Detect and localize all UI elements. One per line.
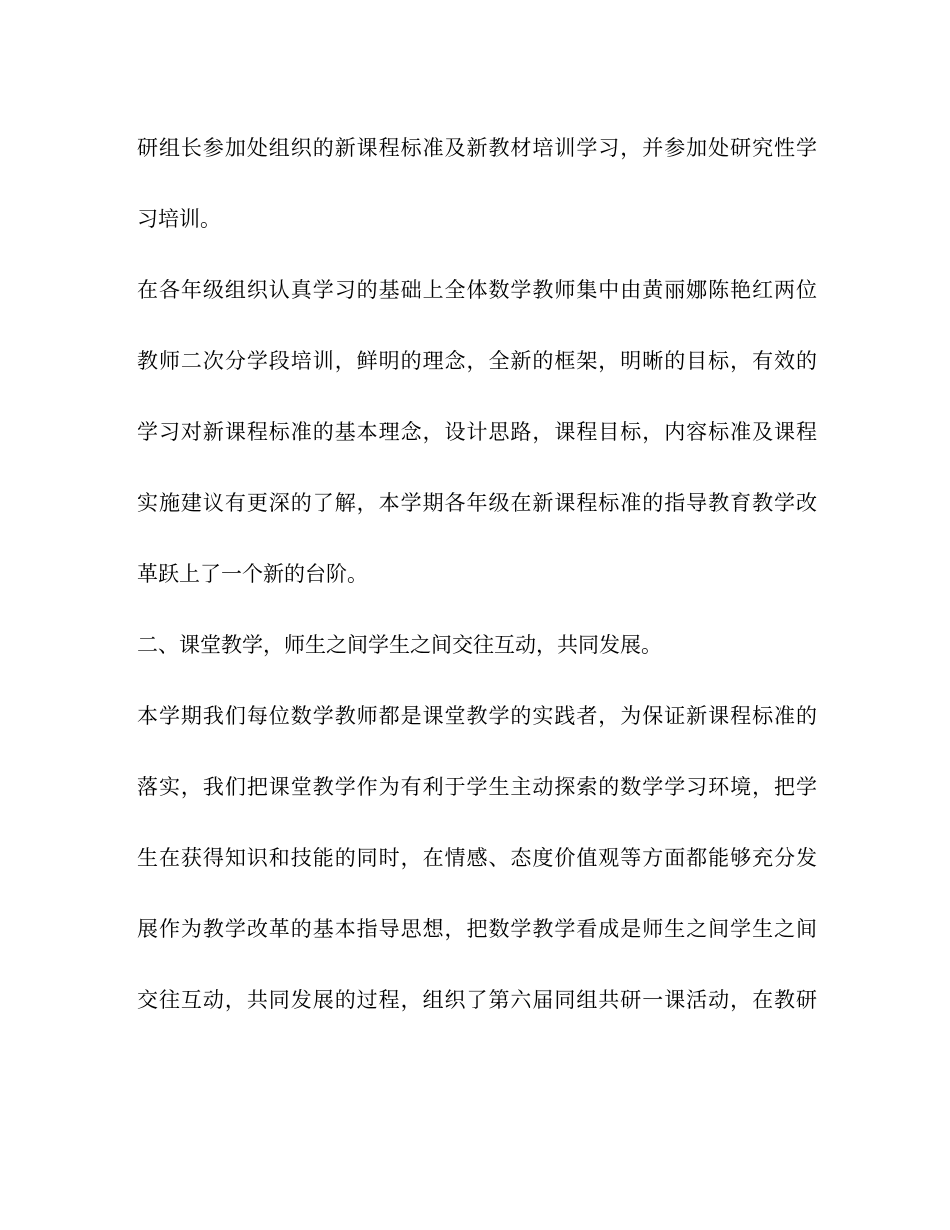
text-line: 交往互动，共同发展的过程，组织了第六届同组共研一课活动，在教研	[137, 988, 817, 1012]
text-line: 展作为教学改革的基本指导思想，把数学教学看成是师生之间学生之间	[137, 917, 817, 941]
text-line: 习培训。	[137, 207, 221, 231]
text-line: 革跃上了一个新的台阶。	[137, 562, 368, 586]
text-line: 生在获得知识和技能的同时，在情感、态度价值观等方面都能够充分发	[137, 846, 817, 870]
text-line: 教师二次分学段培训，鲜明的理念，全新的框架，明晰的目标，有效的	[137, 349, 817, 373]
text-line: 在各年级组织认真学习的基础上全体数学教师集中由黄丽娜陈艳红两位	[137, 278, 817, 302]
text-line: 本学期我们每位数学教师都是课堂教学的实践者，为保证新课程标准的	[137, 704, 817, 728]
body-text	[137, 128, 817, 1051]
text-line: 实施建议有更深的了解，本学期各年级在新课程标准的指导教育教学改	[137, 491, 817, 515]
text-line: 学习对新课程标准的基本理念，设计思路，课程目标，内容标准及课程	[137, 420, 817, 444]
section-heading: 二、课堂教学，师生之间学生之间交往互动，共同发展。	[137, 633, 662, 657]
text-line: 落实，我们把课堂教学作为有利于学生主动探索的数学学习环境，把学	[137, 775, 817, 799]
text-line: 研组长参加处组织的新课程标准及新教材培训学习，并参加处研究性学	[137, 136, 817, 160]
